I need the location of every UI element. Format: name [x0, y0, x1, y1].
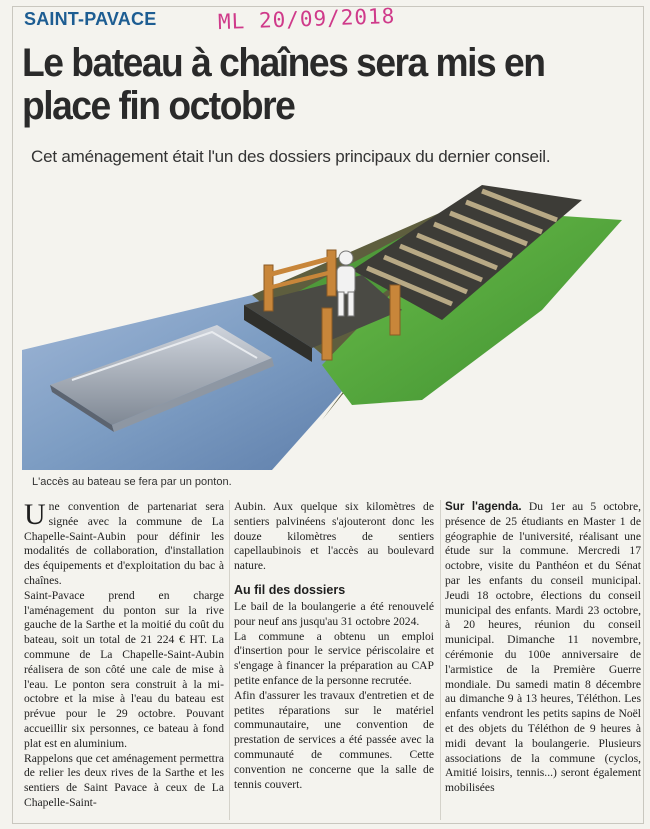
paragraph: Saint-Pavace prend en charge l'aménagement du ponton sur la rive gauche de la Sarthe et la moitié du coût du bateau, soit un total de 21 224 € HT. La commune de La Chapelle-Saint-Aubin réalisera de son côté une cale de mise à l'eau. Le ponton sera construit à la mi-octobre et la mise à l'eau du bateau est prévue pour le 29 octobre. Pouvant accueillir six personnes, ce bateau à fond plat est en aluminium. — [24, 588, 224, 750]
article-column-2 — [234, 500, 434, 792]
column-divider — [440, 500, 441, 820]
pontoon-post — [390, 285, 400, 335]
paragraph: Afin d'assurer les travaux d'entretien et de petites réparations sur le matériel communautaire, une convention de prestation de services a été passée avec la communauté de communes. Cette convention ne concerne que la salle de tennis couvert. — [234, 688, 434, 791]
photo-caption: L'accès au bateau se fera par un ponton. — [32, 476, 232, 488]
article-column-1 — [24, 500, 224, 811]
subheading: Au fil des dossiers — [234, 582, 346, 597]
lede: Cet aménagement était l'un des dossiers principaux du dernier conseil. — [31, 147, 551, 166]
paragraph: La commune a obtenu un emploi d'insertion pour le service périscolaire et s'engage à financer la préparation au CAP petite enfance de la personne recrutée. — [234, 629, 434, 687]
paragraph: Rappelons que cet aménagement permettra de relier les deux rives de la Sarthe et les sentiers de Saint Pavace à ceux de La Chapelle-Saint- — [24, 751, 224, 809]
headline: Le bateau à chaînes sera mis en place fin octobre — [22, 41, 545, 128]
dropcap: U — [24, 498, 46, 531]
handwritten-date-note: ML 20/09/2018 — [217, 3, 396, 35]
agenda-text: Du 1er au 5 octobre, présence de 25 étudiants en Master 1 de géographie de l'université, réalisant une étude sur la commune. Mercredi 17 octobre, visite du Panthéon et du Sénat par les enfants du conseil municipal. Jeudi 18 octobre, élections du conseil municipal des enfants. Mardi 23 octobre, à 20 heures, réunion du conseil municipal. Dimanche 11 novembre, cérémonie du 100e anniversaire de l'armistice de la Première Guerre mondiale. Du samedi matin 8 décembre au dimanche 9 à 13 heures, Téléthon. Les enfants vendront les petits sapins de Noël et des objets du Téléthon de 9 heures à midi devant la boulangerie. Plusieurs associations de la commune (cyclos, Amitié loisirs, tennis...) seront également mobilisées — [445, 500, 641, 795]
ponton-illustration — [22, 180, 644, 470]
section-tag: SAINT-PAVACE — [24, 9, 157, 29]
pontoon-post — [322, 308, 332, 360]
column-divider — [229, 500, 230, 820]
agenda-lead: Sur l'agenda. — [445, 500, 522, 513]
paragraph: ne convention de partenariat sera signée avec la commune de La Chapelle-Saint-Aubin pour définir les modalités de collaboration, d'installation des équipements et d'exploitation du bac à chaînes. — [24, 500, 224, 587]
paragraph: Le bail de la boulangerie a été renouvelé pour neuf ans jusqu'au 31 octobre 2024. — [234, 599, 434, 628]
article-column-3 — [445, 500, 641, 796]
ponton-render-svg — [22, 180, 644, 470]
paragraph: Aubin. Aux quelque six kilomètres de sentiers palvinéens s'ajouteront donc les douze kilomètres de sentiers capellaubinois et l'accès au boulevard nature. — [234, 500, 434, 573]
